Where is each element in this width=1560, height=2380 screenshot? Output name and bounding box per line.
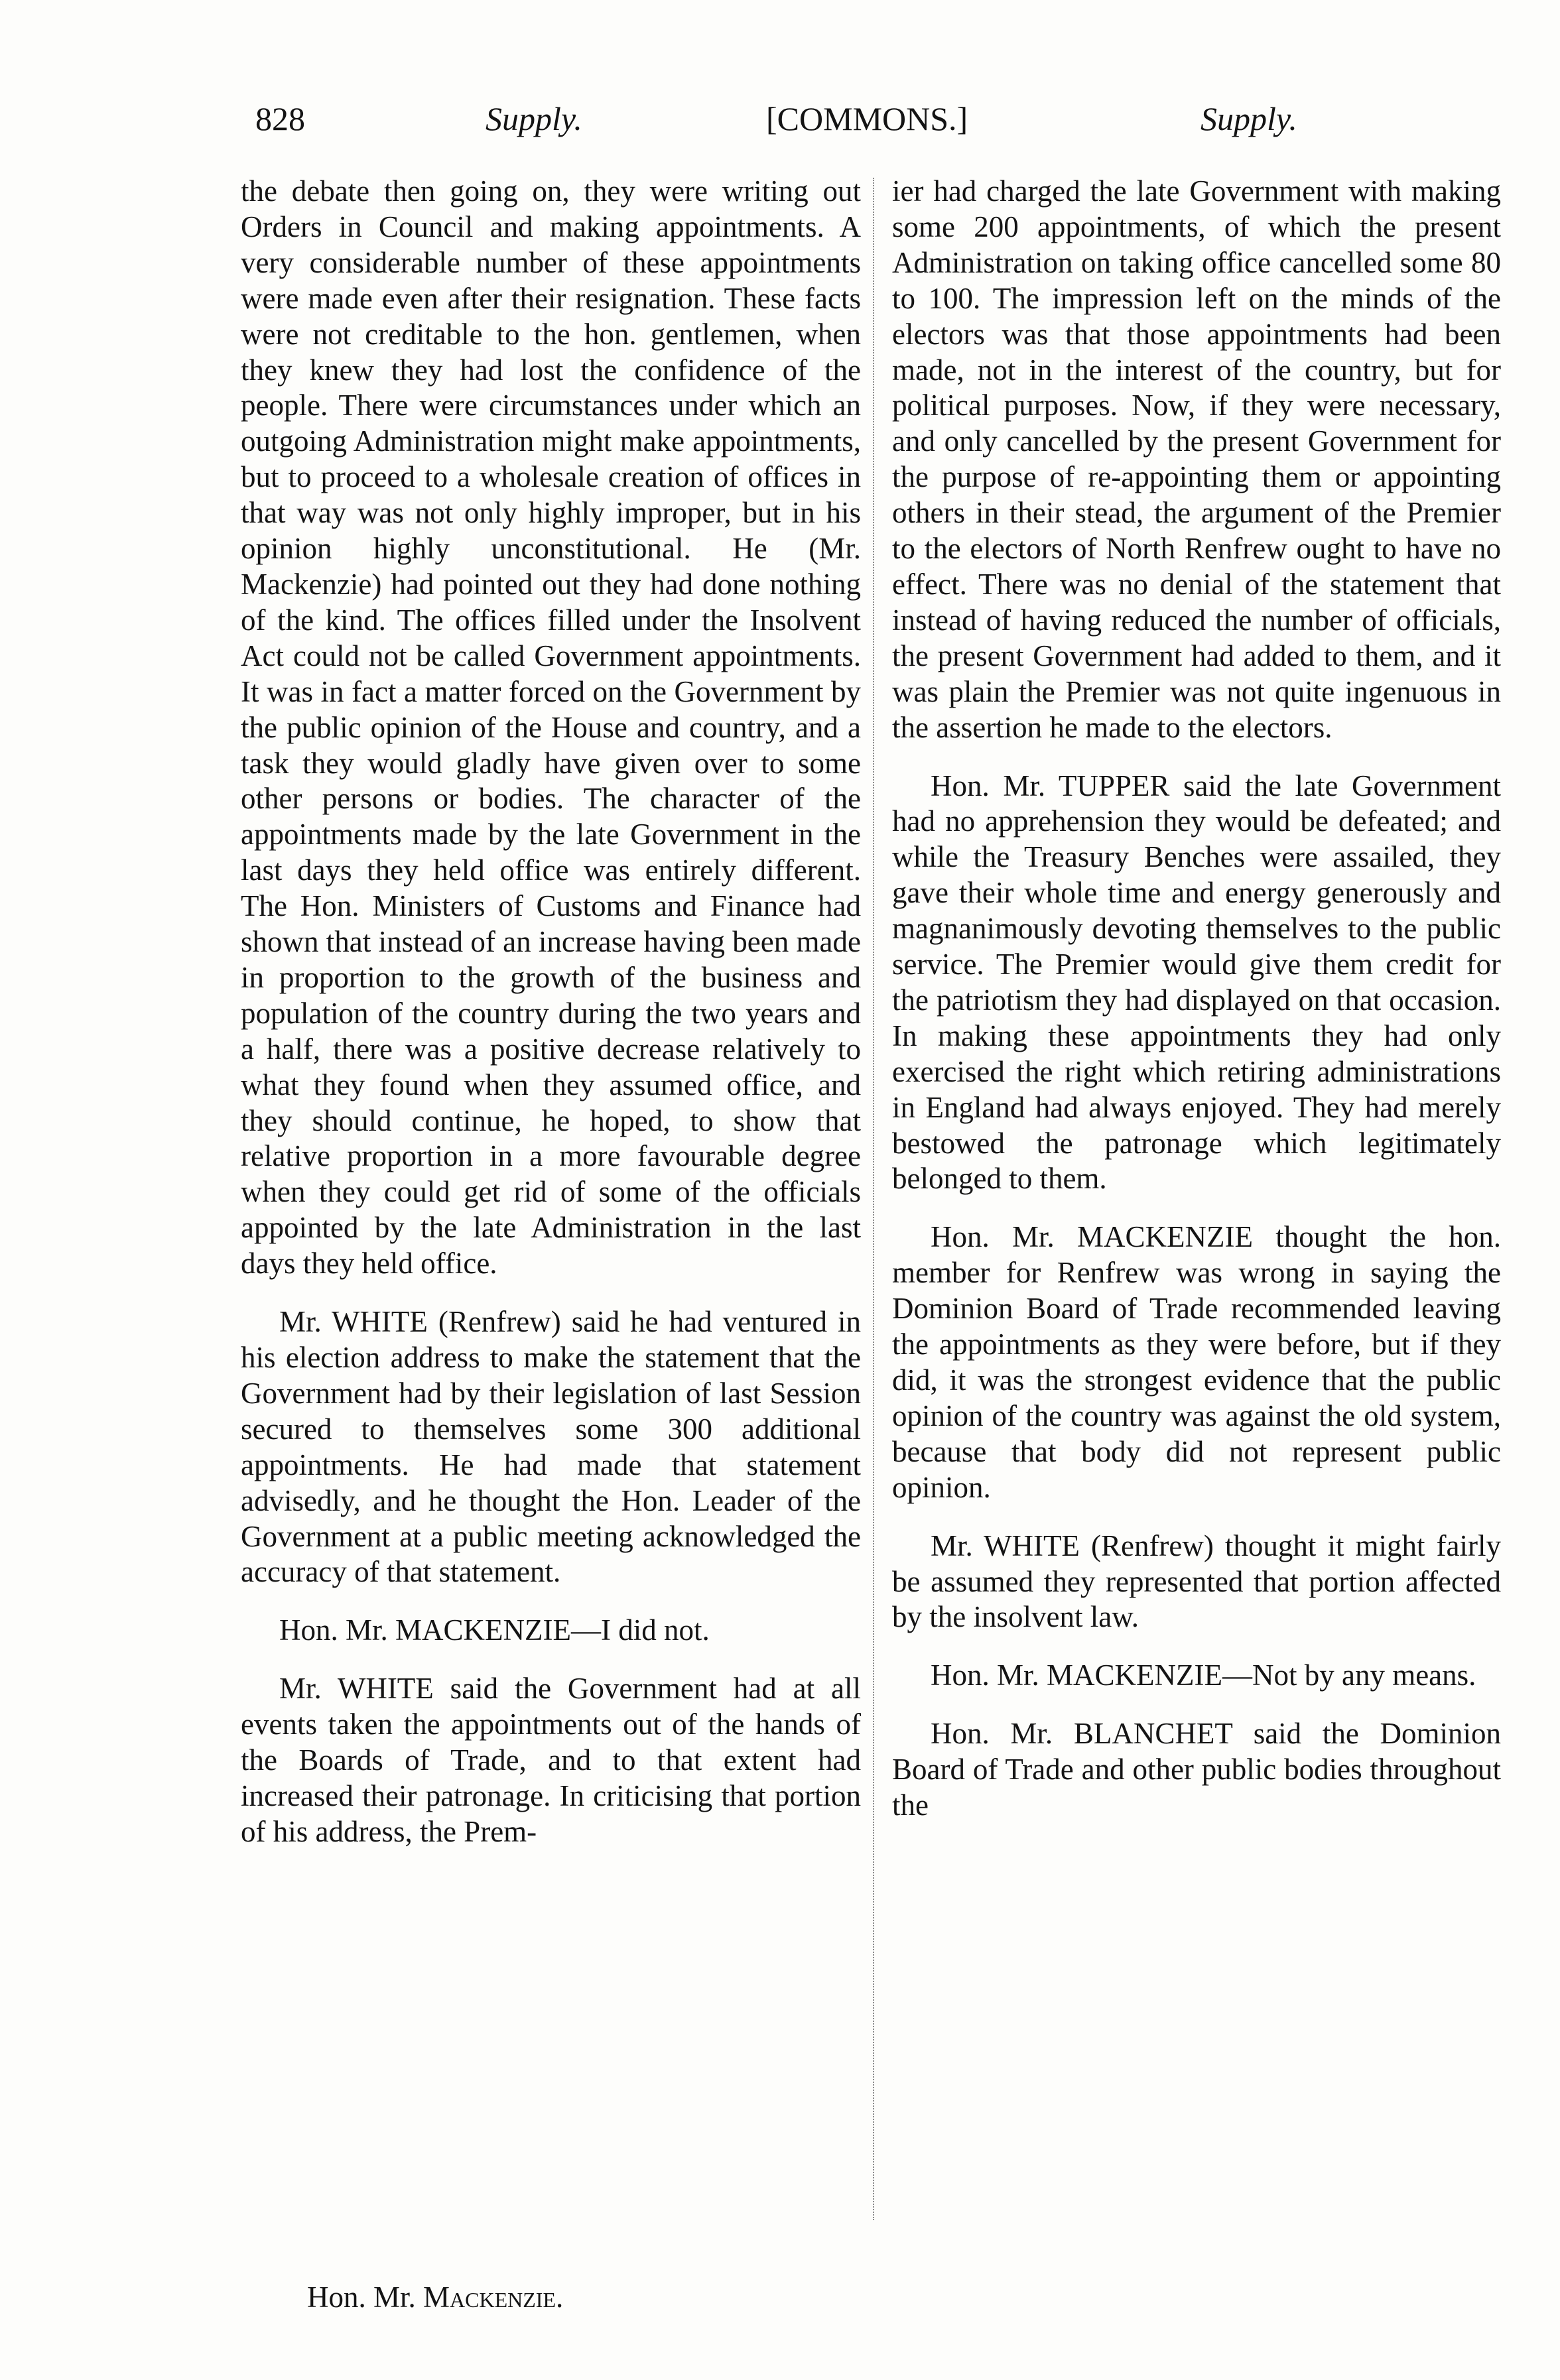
paragraph: ier had charged the late Government with making some 200 appointments, of which the present Administration on taking office cancelled some 80 to 100. The impression left on the minds of the electors was that those appointments had been made, not in the interest of the country, but for political purposes. Now, if they were necessary, and only cancelled by the present Government for the purpose of re-appointing them or appointing others in their stead, the argument of the Premier to the electors of North Renfrew ought to have no effect. There was no denial of the statement that instead of having reduced the number of officials, the present Government had added to them, and it was plain the Premier was not quite ingenuous in the assertion he made to the electors. <box>892 174 1501 744</box>
paragraph: Hon. Mr. BLANCHET said the Dominion Board of Trade and other public bodies throughout the <box>892 1717 1501 1822</box>
running-header <box>0 99 1560 153</box>
header-left-title: Supply. <box>486 100 582 137</box>
paragraph: Mr. WHITE said the Government had at all events taken the appointments out of the hands of the Boards of Trade, and to that extent had increased their patronage. In criticising that portion of his address, the Prem- <box>241 1672 861 1848</box>
paragraph: Hon. Mr. MACKENZIE—I did not. <box>279 1613 710 1647</box>
page-number: 828 <box>255 100 305 137</box>
footer-prefix: Hon. Mr. <box>307 2281 424 2314</box>
right-column <box>892 174 1501 1824</box>
left-column <box>241 174 861 1850</box>
paragraph: the debate then going on, they were writing out Orders in Council and making appointments. A very considerable number of these appointments were made even after their resignation. These facts were not creditable to the hon. gentlemen, when they knew they had lost the confidence of the people. There were circumstances under which an outgoing Administration might make appointments, but to proceed to a wholesale creation of offices in that way was not only highly improper, but in his opinion highly unconstitutional. He (Mr. Mackenzie) had pointed out they had done nothing of the kind. The offices filled under the Insolvent Act could not be called Government appointments. It was in fact a matter forced on the Government by the public opinion of the House and country, and a task they would gladly have given over to some other persons or bodies. The character of the appointments made by the late Government in the last days they held office was entirely different. The Hon. Ministers of Customs and Finance had shown that instead of an increase having been made in proportion to the growth of the business and population of the country during the two years and a half, there was a positive decrease relatively to what they found when they assumed office, and they should continue, he hoped, to show that relative proportion in a more favourable degree when they could get rid of some of the officials appointed by the late Administration in the last days they held office. <box>241 174 861 1281</box>
footer-name: Mackenzie. <box>423 2281 564 2314</box>
column-divider <box>873 178 874 2220</box>
paragraph: Hon. Mr. MACKENZIE—Not by any means. <box>931 1659 1476 1692</box>
paragraph: Hon. Mr. MACKENZIE thought the hon. member for Renfrew was wrong in saying the Dominion Board of Trade recommended leaving the appointments as they were before, but if they did, it was the strongest evidence that the public opinion of the country was against the old system, because that body did not represent public opinion. <box>892 1220 1501 1504</box>
paragraph: Mr. WHITE (Renfrew) said he had ventured in his election address to make the statement that the Government had by their legislation of last Session secured to themselves some 300 additional appointments. He had made that statement advisedly, and he thought the Hon. Leader of the Government at a public meeting acknowledged the accuracy of that statement. <box>241 1305 861 1589</box>
paragraph: Mr. WHITE (Renfrew) thought it might fairly be assumed they represented that portion affected by the insolvent law. <box>892 1529 1501 1634</box>
header-center-title: [COMMONS.] <box>766 100 968 137</box>
catchword-footer <box>307 2280 563 2314</box>
paragraph: Hon. Mr. TUPPER said the late Government had no apprehension they would be defeated; and while the Treasury Benches were assailed, they gave their whole time and energy generously and magnanimously devoting themselves to the public service. The Premier would give them credit for the patriotism they had displayed on that occasion. In making these appointments they had only exercised the right which retiring administrations in England had always enjoyed. They had merely bestowed the patronage which legitimately belonged to them. <box>892 769 1501 1196</box>
header-right-title: Supply. <box>1201 100 1297 137</box>
